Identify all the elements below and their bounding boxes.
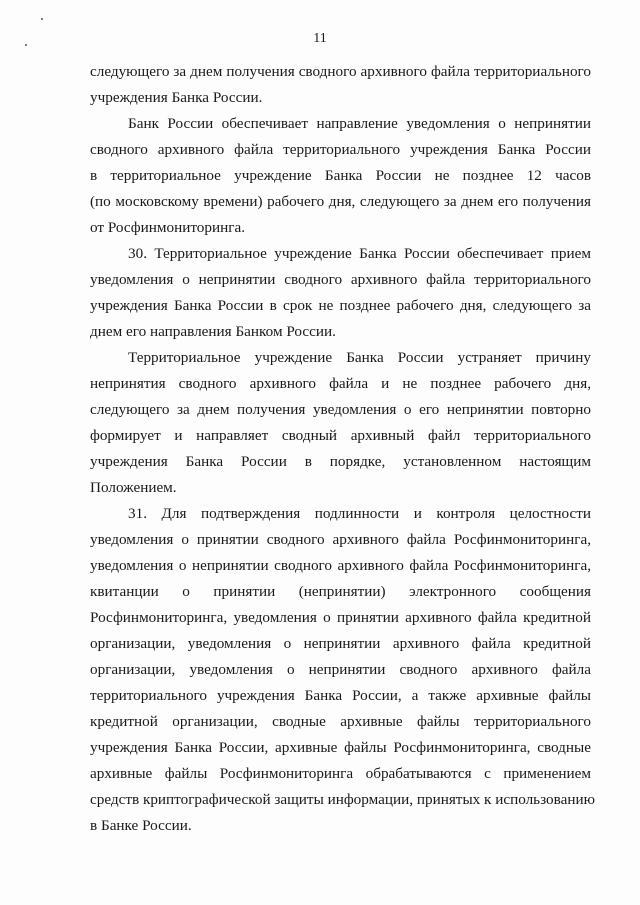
text-line: Территориальное учреждение Банка России устраняет причину xyxy=(128,349,591,366)
text-line: территориального учреждения Банка России, а также архивные файлы xyxy=(90,687,591,704)
text-line: 30. Территориальное учреждение Банка России обеспечивает прием xyxy=(128,245,591,262)
paragraph-continuation xyxy=(90,59,591,111)
text-line: уведомления о непринятии сводного архивного файла территориального xyxy=(90,271,591,288)
text-line: 31. Для подтверждения подлинности и контроля целостности xyxy=(128,505,591,522)
text-line: учреждения Банка России в срок не позднее рабочего дня, следующего за xyxy=(90,297,591,314)
text-line: от Росфинмониторинга. xyxy=(90,219,245,236)
text-line: организации, уведомления о непринятии архивного файла кредитной xyxy=(90,635,591,652)
paragraph-bank-notice xyxy=(90,111,591,241)
text-line: в территориальное учреждение Банка России не позднее 12 часов xyxy=(90,167,591,184)
text-line: учреждения Банка России в порядке, установленном настоящим xyxy=(90,453,591,470)
document-body xyxy=(90,59,595,839)
text-line: в Банке России. xyxy=(90,817,192,834)
text-line: уведомления о непринятии сводного архивного файла Росфинмониторинга, xyxy=(90,557,591,574)
page-number: 11 xyxy=(313,31,327,46)
text-line: непринятия сводного архивного файла и не позднее рабочего дня, xyxy=(90,375,591,392)
text-line: следующего за днем получения сводного архивного файла территориального xyxy=(90,63,591,80)
paragraph-clause-31 xyxy=(90,501,595,839)
text-line: средств криптографической защиты информации, принятых к использованию xyxy=(90,791,595,808)
text-line: архивные файлы Росфинмониторинга обрабатываются с применением xyxy=(90,765,591,782)
text-line: (по московскому времени) рабочего дня, следующего за днем его получения xyxy=(90,193,591,210)
text-line: днем его направления Банком России. xyxy=(90,323,336,340)
text-line: квитанции о принятии (непринятии) электронного сообщения xyxy=(90,583,591,600)
text-line: следующего за днем получения уведомления о его непринятии повторно xyxy=(90,401,591,418)
text-line: организации, уведомления о непринятии сводного архивного файла xyxy=(90,661,591,678)
text-line: учреждения Банка России. xyxy=(90,89,263,106)
text-line: сводного архивного файла территориального учреждения Банка России xyxy=(90,141,591,158)
text-line: формирует и направляет сводный архивный файл территориального xyxy=(90,427,591,444)
text-line: Банк России обеспечивает направление уведомления о непринятии xyxy=(128,115,591,132)
text-line: Росфинмониторинга, уведомления о принятии архивного файла кредитной xyxy=(90,609,591,626)
text-line: учреждения Банка России, архивные файлы Росфинмониторинга, сводные xyxy=(90,739,591,756)
text-line: кредитной организации, сводные архивные файлы территориального xyxy=(90,713,591,730)
paragraph-clause-30 xyxy=(90,241,591,345)
text-line: уведомления о принятии сводного архивного файла Росфинмониторинга, xyxy=(90,531,591,548)
scan-speck xyxy=(41,18,43,20)
paragraph-territorial-fix xyxy=(90,345,591,501)
text-line: Положением. xyxy=(90,479,177,496)
